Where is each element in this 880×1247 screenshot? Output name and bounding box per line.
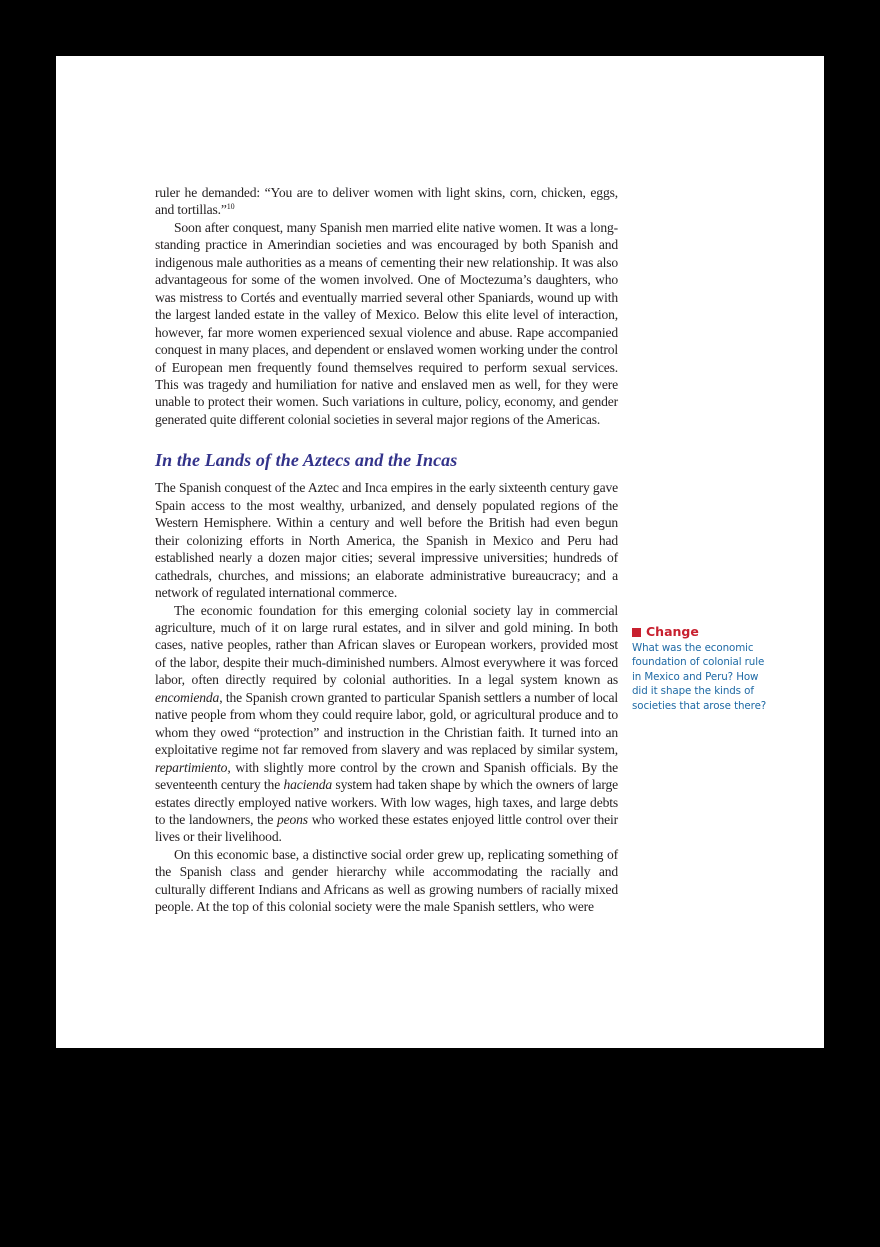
paragraph: The Spanish conquest of the Aztec and Inca empires in the early sixteenth century gave Spain access to the most wealthy, urbanized, and densely populated regions of the Western Hemisphere. Within a century and well before the British had even begun their colonizing efforts in North America, the Spanish in Mexico and Peru had established nearly a dozen major cities; several impressive universities; hundreds of cathedrals, churches, and missions; an elaborate administrative bureaucracy; and a network of regulated international commerce. [155,480,618,601]
term-repartimiento: repartimiento [155,759,228,775]
term-hacienda: hacienda [283,777,333,793]
paragraph-text: , with slightly more control by the crown and Spanish officials. By the seventeenth century the [155,759,618,793]
paragraph-text: , the Spanish crown granted to particular Spanish settlers a number of local native people from whom they could require labor, gold, or agricultural produce and to whom they owed “protection” and instruction in the Christian faith. It turned into an exploitative regime not far removed from slavery and was replaced by similar system, [155,689,618,758]
paragraph [155,602,618,846]
book-page [56,56,824,1048]
continuation-paragraph [155,184,618,219]
paragraph-text: who worked these estates enjoyed little control over their lives or their livelihood. [155,811,618,845]
red-square-icon [632,628,641,637]
main-text-column [155,184,618,916]
paragraph: Soon after conquest, many Spanish men married elite native women. It was a long-standing practice in Amerindian societies and was encouraged by both Spanish and indigenous male authorities as a means of cementing their new relationship. It was also advantageous for some of the women involved. One of Moctezuma’s daughters, who was mistress to Cortés and eventually married several other Spaniards, wound up with the largest landed estate in the valley of Mexico. Below this elite level of interaction, however, far more women experienced sexual violence and abuse. Rape accompanied conquest in many places, and dependent or enslaved women working under the control of European men frequently found themselves required to perform sexual services. This was tragedy and humiliation for native and enslaved men as well, for they were unable to protect their women. Such variations in culture, policy, economy, and gender generated quite different colonial societies in several major regions of the Americas. [155,219,618,427]
margin-note-change [632,624,772,713]
paragraph-text: ruler he demanded: “You are to deliver women with light skins, corn, chicken, eggs, and tortillas.” [155,185,618,218]
footnote-reference: 10 [226,202,235,212]
section-heading: In the Lands of the Aztecs and the Incas [155,450,458,471]
margin-note-label [632,624,772,640]
paragraph-text: system had taken shape by which the owners of large estates directly employed native workers. With low wages, high taxes, and large debts to the landowners, the [155,777,618,827]
term-peons: peons [276,811,308,827]
margin-note-question: What was the economic foundation of colonial rule in Mexico and Peru? How did it shape the kinds of societies that arose there? [632,642,767,712]
paragraph-text: The economic foundation for this emerging colonial society lay in commercial agriculture, much of it on large rural estates, and in silver and gold mining. In both cases, native peoples, rather than African slaves or European workers, provided most of the labor, despite their much-diminished numbers. Almost everywhere it was forced labor, often directly required by colonial authorities. In a legal system known as [155,602,618,688]
margin-note-label-text: Change [646,624,699,639]
term-encomienda: encomienda [155,689,220,705]
paragraph: On this economic base, a distinctive social order grew up, replicating something of the Spanish class and gender hierarchy while accommodating the racially and culturally different Indians and Africans as well as growing numbers of racially mixed people. At the top of this colonial society were the male Spanish settlers, who were [155,846,618,915]
